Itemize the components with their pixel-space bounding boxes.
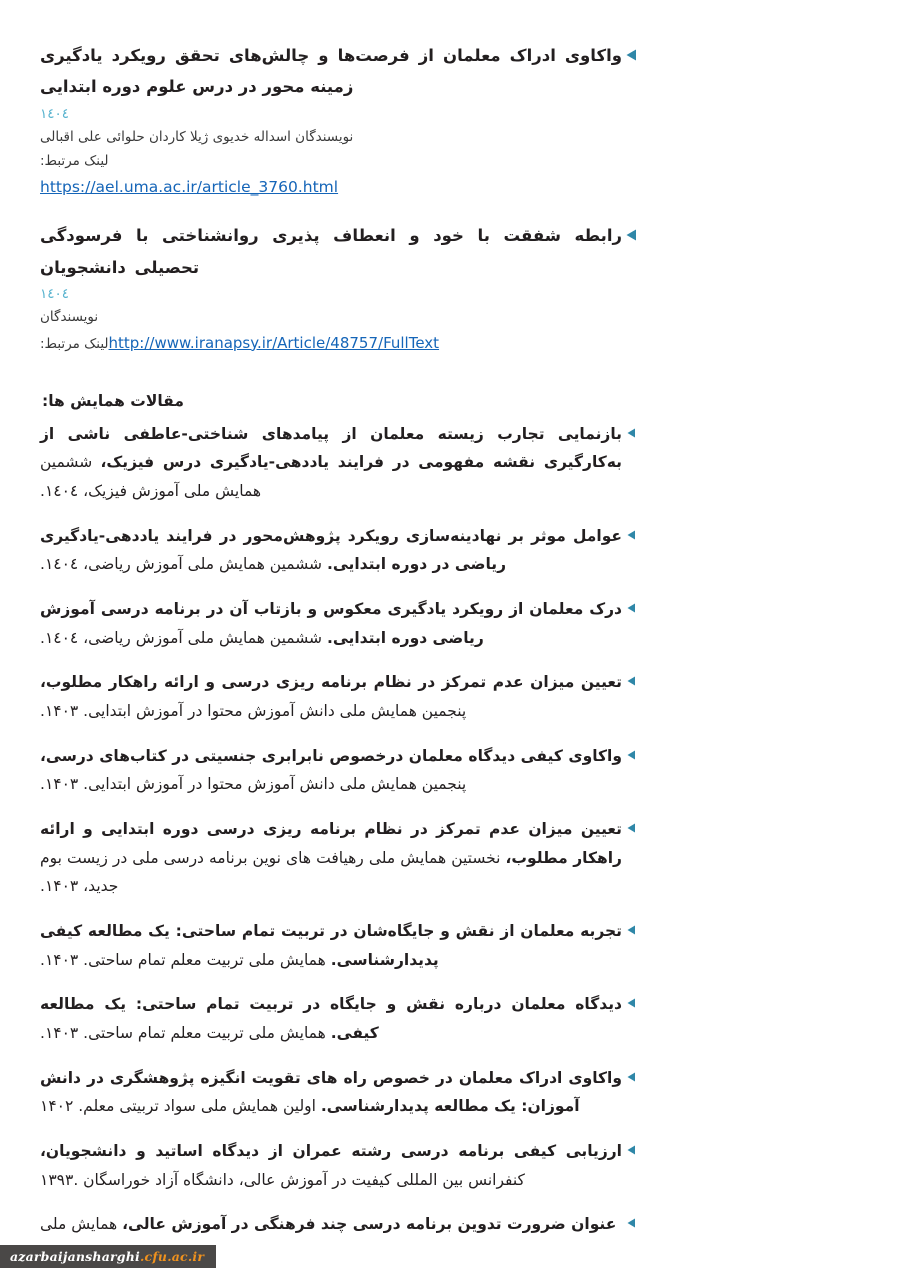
- left-triangle-icon: [622, 1137, 640, 1155]
- list-item: [40, 1210, 640, 1239]
- left-triangle-icon: [622, 522, 640, 540]
- conference-paper-title: درک معلمان از رویکرد یادگیری معکوس و بازتاب آن در برنامه درسی آموزش ریاضی دوره ابتدایی.: [40, 599, 622, 647]
- conference-paper-title: تجربه معلمان از نقش و جایگاه‌شان در تربیت تمام ساحتی: یک مطالعه کیفی پدیدارشناسی.: [40, 921, 622, 969]
- left-triangle-icon: [622, 40, 640, 61]
- left-triangle-icon: [622, 420, 640, 438]
- content-column: [40, 40, 640, 1239]
- list-item: [40, 1064, 640, 1121]
- conference-paper-text: [40, 815, 622, 901]
- left-triangle-icon: [622, 595, 640, 613]
- site-watermark: [0, 1245, 216, 1268]
- conference-paper-title: تعیین میزان عدم تمرکز در نظام برنامه ریزی درسی و ارائه راهکار مطلوب،: [40, 673, 622, 692]
- conference-paper-venue: همایش ملی تربیت معلم تمام ساحتی. ۱۴۰۳.: [40, 950, 331, 969]
- conference-paper-text: [40, 1210, 622, 1239]
- article-link-label: لینک مرتبط:: [40, 152, 109, 169]
- list-item: [40, 595, 640, 652]
- conference-paper-venue: اولین همایش ملی سواد تربیتی معلم. ۱۴۰۲: [40, 1097, 321, 1116]
- conference-paper-text: [40, 668, 622, 725]
- journal-article-entry: [40, 40, 640, 202]
- list-item: [40, 742, 640, 799]
- conference-paper-venue: پنجمین همایش ملی دانش آموزش محتوا در آموزش ابتدایی. ۱۴۰۳.: [40, 701, 467, 720]
- conference-paper-venue: همایش ملی تربیت معلم تمام ساحتی. ۱۴۰۳.: [40, 1023, 331, 1042]
- left-triangle-icon: [622, 815, 640, 833]
- conference-paper-venue: کنفرانس بین المللی کیفیت در آموزش عالی، دانشگاه آزاد خوراسگان .۱۳۹۳: [40, 1170, 525, 1189]
- list-item: [40, 815, 640, 901]
- article-title: واکاوی ادراک معلمان از فرصت‌ها و چالش‌های تحقق رویکرد یادگیری زمینه محور در درس علوم دوره ابتدایی: [40, 46, 622, 97]
- conference-paper-venue: نخستین همایش ملی رهیافت های نوین برنامه درسی ملی در زیست بوم جدید، ۱۴۰۳.: [40, 848, 506, 896]
- article-authors: نویسندگان اسداله خدیوی ژیلا کاردان حلوائی علی اقبالی: [40, 128, 354, 145]
- conference-paper-venue: ششمین همایش ملی آموزش فیزیک، ١٤٠٤.: [40, 453, 262, 500]
- article-link-label: لینک مرتبط:: [40, 335, 109, 352]
- conference-paper-venue: ششمین همایش ملی آموزش ریاضی، ١٤٠٤.: [40, 555, 327, 574]
- conference-paper-text: [40, 595, 622, 652]
- conference-paper-title: ارزیابی کیفی برنامه درسی رشته عمران از دیدگاه اساتید و دانشجویان،: [40, 1141, 622, 1160]
- conference-paper-title: عنوان ضرورت تدوین برنامه درسی چند فرهنگی در آموزش عالی،: [122, 1215, 617, 1234]
- conference-paper-venue: ششمین همایش ملی آموزش ریاضی، ١٤٠٤.: [40, 628, 327, 647]
- article-year: ١٤٠٤: [40, 105, 70, 122]
- conference-paper-title: تعیین میزان عدم تمرکز در نظام برنامه ریزی درسی دوره ابتدایی و ارائه راهکار مطلوب،: [40, 819, 622, 867]
- conference-paper-title: واکاوی کیفی دیدگاه معلمان درخصوص نابرابری جنسیتی در کتاب‌های درسی،: [40, 746, 622, 765]
- article-link-row: [40, 173, 622, 202]
- article-year: ١٤٠٤: [40, 285, 70, 302]
- list-item: [40, 990, 640, 1047]
- section-heading-conference-papers: مقالات همایش ها:: [42, 391, 184, 410]
- article-title: رابطه شفقت با خود و انعطاف پذیری روانشناختی با فرسودگی تحصیلی دانشجویان: [40, 226, 622, 277]
- list-item: [40, 420, 640, 506]
- list-item: [40, 917, 640, 974]
- conference-paper-title: دیدگاه معلمان درباره نقش و جایگاه در تربیت تمام ساحتی: یک مطالعه کیفی.: [40, 995, 622, 1042]
- list-item: [40, 668, 640, 725]
- left-triangle-icon: [622, 990, 640, 1008]
- journal-article-body: [40, 40, 622, 202]
- article-link[interactable]: https://ael.uma.ac.ir/article_3760.html: [40, 177, 339, 196]
- watermark-site-name: azarbaijansharghi: [10, 1249, 140, 1264]
- conference-paper-list: [40, 420, 640, 1239]
- left-triangle-icon: [622, 742, 640, 760]
- conference-paper-title: واکاوی ادراک معلمان در خصوص راه های تقویت انگیزه پژوهشگری در دانش آموزان: یک مطالعه پدیدارشناسی.: [40, 1068, 622, 1116]
- conference-paper-text: [40, 522, 622, 579]
- left-triangle-icon: [622, 917, 640, 935]
- journal-article-body: [40, 220, 622, 357]
- watermark-domain-suffix: .cfu.ac.ir: [139, 1249, 205, 1264]
- left-triangle-icon: [622, 668, 640, 686]
- conference-paper-text: [40, 1064, 622, 1121]
- conference-paper-text: [40, 420, 622, 506]
- left-triangle-icon: [622, 1064, 640, 1082]
- left-triangle-icon: [622, 1210, 640, 1228]
- conference-paper-text: [40, 1137, 622, 1194]
- list-item: [40, 1137, 640, 1194]
- conference-paper-text: [40, 742, 622, 799]
- conference-paper-venue: پنجمین همایش ملی دانش آموزش محتوا در آموزش ابتدایی. ۱۴۰۳.: [40, 775, 467, 794]
- article-link[interactable]: http://www.iranapsy.ir/Article/48757/FullText: [108, 333, 440, 352]
- conference-paper-text: [40, 990, 622, 1047]
- conference-paper-venue: همایش ملی: [40, 1215, 123, 1234]
- conference-paper-text: [40, 917, 622, 974]
- list-item: [40, 522, 640, 579]
- journal-article-entry: [40, 220, 640, 357]
- left-triangle-icon: [622, 220, 640, 241]
- article-authors: نویسندگان: [40, 308, 99, 325]
- conference-paper-title: عوامل موثر بر نهادینه‌سازی رویکرد پژوهش‌محور در فرایند یاددهی-یادگیری ریاضی در دوره ابتدایی.: [40, 526, 622, 574]
- conference-paper-title: بازنمایی تجارب زیسته معلمان از پیامدهای شناختی-عاطفی ناشی از به‌کارگیری نقشه مفهومی در فرایند یاددهی-یادگیری درس فیزیک،: [40, 424, 622, 472]
- article-link-row: [40, 329, 622, 358]
